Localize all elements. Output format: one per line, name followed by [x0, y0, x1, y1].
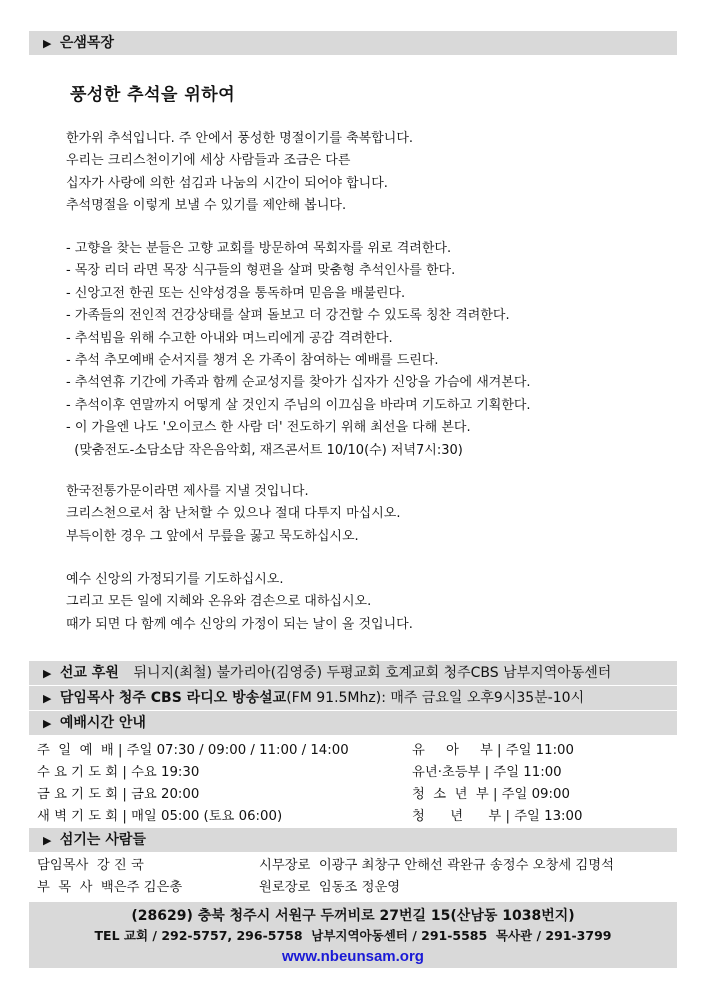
bullet-item: - 추석 추모예배 순서지를 챙겨 온 가족이 참여하는 예배를 드린다. — [66, 353, 439, 369]
servers-left: 담임목사 강 진 국 — [37, 858, 144, 873]
triangle-right-icon: ▶ — [43, 717, 52, 730]
footer-contact — [29, 902, 677, 968]
paragraph-line: 때가 되면 다 함께 예수 신앙의 가정이 되는 날이 올 것입니다. — [66, 616, 413, 632]
section-bar-servers — [29, 828, 677, 852]
servers-row — [37, 877, 667, 899]
intro-line: 추석명절을 이렇게 보낼 수 있기를 제안해 봅니다. — [66, 198, 347, 214]
bullet-item: - 목장 리더 라면 목장 식구들의 형편을 살펴 맞춤형 추석인사를 한다. — [66, 263, 456, 279]
paragraph-line: 크리스천으로서 참 난처할 수 있으나 절대 다투지 마십시오. — [66, 506, 401, 522]
section-bar-radio — [29, 686, 677, 710]
section-bar-pastor — [29, 31, 677, 55]
article-paragraph-3 — [66, 569, 413, 636]
paragraph-line: 한국전통가문이라면 제사를 지낼 것입니다. — [66, 484, 309, 499]
intro-line: 우리는 크리스천이기에 세상 사람들과 조금은 다른 — [66, 153, 351, 169]
section-bar-worship — [29, 711, 677, 735]
article-paragraph-2 — [66, 481, 400, 548]
mission-list: 뒤니지(최철) 불가리아(김영중) 두평교회 호계교회 청주CBS 남부지역아동센터 — [133, 665, 612, 681]
servers-list — [37, 855, 667, 899]
schedule-left: 새 벽 기 도 회 | 매일 05:00 (토요 06:00) — [37, 809, 283, 824]
schedule-row — [37, 762, 657, 784]
footer-address: (28629) 충북 청주시 서원구 두꺼비로 27번길 15(산남동 1038번지) — [131, 908, 575, 924]
section-title: 예배시간 안내 — [59, 715, 146, 731]
schedule-right: 유 아 부 | 주일 11:00 — [412, 743, 574, 758]
section-title: 섬기는 사람들 — [59, 832, 146, 848]
bullet-item: - 추석연휴 기간에 가족과 함께 순교성지를 찾아가 십자가 신앙을 가슴에 새겨본다. — [66, 375, 531, 391]
section-title: 선교 후원 — [59, 665, 119, 681]
radio-info: (FM 91.5Mhz): 매주 금요일 오후9시35분-10시 — [286, 690, 585, 706]
servers-right: 원로장로 임동조 정운영 — [259, 880, 401, 895]
servers-left: 부 목 사 백은주 김은총 — [37, 880, 183, 895]
servers-row — [37, 855, 667, 877]
bullet-item: - 고향을 찾는 분들은 고향 교회를 방문하여 목회자를 위로 격려한다. — [66, 241, 452, 256]
triangle-right-icon: ▶ — [43, 667, 52, 680]
section-bar-mission — [29, 661, 677, 685]
intro-line: 한가위 추석입니다. 주 안에서 풍성한 명절이기를 축복합니다. — [66, 131, 414, 146]
schedule-right: 유년·초등부 | 주일 11:00 — [412, 765, 562, 780]
triangle-right-icon: ▶ — [43, 692, 52, 705]
worship-schedule — [37, 740, 657, 828]
triangle-right-icon: ▶ — [43, 37, 52, 50]
footer-website-link[interactable]: www.nbeunsam.org — [282, 948, 424, 965]
footer-phones: TEL 교회 / 292-5757, 296-5758 남부지역아동센터 / 291-5585 목사관 / 291-3799 — [94, 928, 612, 943]
section-title: 담임목사 청주 CBS 라디오 방송설교 — [59, 690, 287, 706]
bullet-item: - 이 가을엔 나도 '오이코스 한 사람 더' 전도하기 위해 최선을 다해 본다. — [66, 420, 471, 436]
triangle-right-icon: ▶ — [43, 834, 52, 847]
schedule-row — [37, 784, 657, 806]
schedule-right: 청 소 년 부 | 주일 09:00 — [412, 787, 570, 802]
schedule-right: 청 년 부 | 주일 13:00 — [412, 809, 583, 824]
bullet-note: (맞춤전도-소담소담 작은음악회, 재즈콘서트 10/10(수) 저녁7시:30) — [66, 442, 463, 458]
paragraph-line: 예수 신앙의 가정되기를 기도하십시오. — [66, 572, 284, 587]
schedule-left: 수 요 기 도 회 | 수요 19:30 — [37, 765, 200, 780]
article-title: 풍성한 추석을 위하여 — [70, 85, 236, 105]
schedule-left: 주 일 예 배 | 주일 07:30 / 09:00 / 11:00 / 14:00 — [37, 743, 349, 758]
schedule-left: 금 요 기 도 회 | 금요 20:00 — [37, 787, 200, 802]
section-title: 은샘목장 — [59, 35, 114, 51]
article-bullets — [66, 238, 531, 462]
intro-line: 십자가 사랑에 의한 섬김과 나눔의 시간이 되어야 합니다. — [66, 175, 388, 191]
article-intro — [66, 128, 413, 218]
schedule-row — [37, 806, 657, 828]
schedule-row — [37, 740, 657, 762]
paragraph-line: 부득이한 경우 그 앞에서 무릎을 꿇고 묵도하십시오. — [66, 528, 359, 544]
paragraph-line: 그리고 모든 일에 지혜와 온유와 겸손으로 대하십시오. — [66, 594, 372, 610]
bullet-item: - 추석빔을 위해 수고한 아내와 며느리에게 공감 격려한다. — [66, 330, 393, 346]
bullet-item: - 가족들의 전인적 건강상태를 살펴 돌보고 더 강건할 수 있도록 칭찬 격려한다. — [66, 308, 510, 324]
bullet-item: - 신앙고전 한권 또는 신약성경을 통독하며 믿음을 배불린다. — [66, 285, 406, 301]
bullet-item: - 추석이후 연말까지 어떻게 살 것인지 주님의 이끄심을 바라며 기도하고 기획한다. — [66, 397, 531, 413]
servers-right: 시무장로 이광구 최창구 안해선 곽완규 송정수 오창세 김명석 — [259, 858, 614, 873]
